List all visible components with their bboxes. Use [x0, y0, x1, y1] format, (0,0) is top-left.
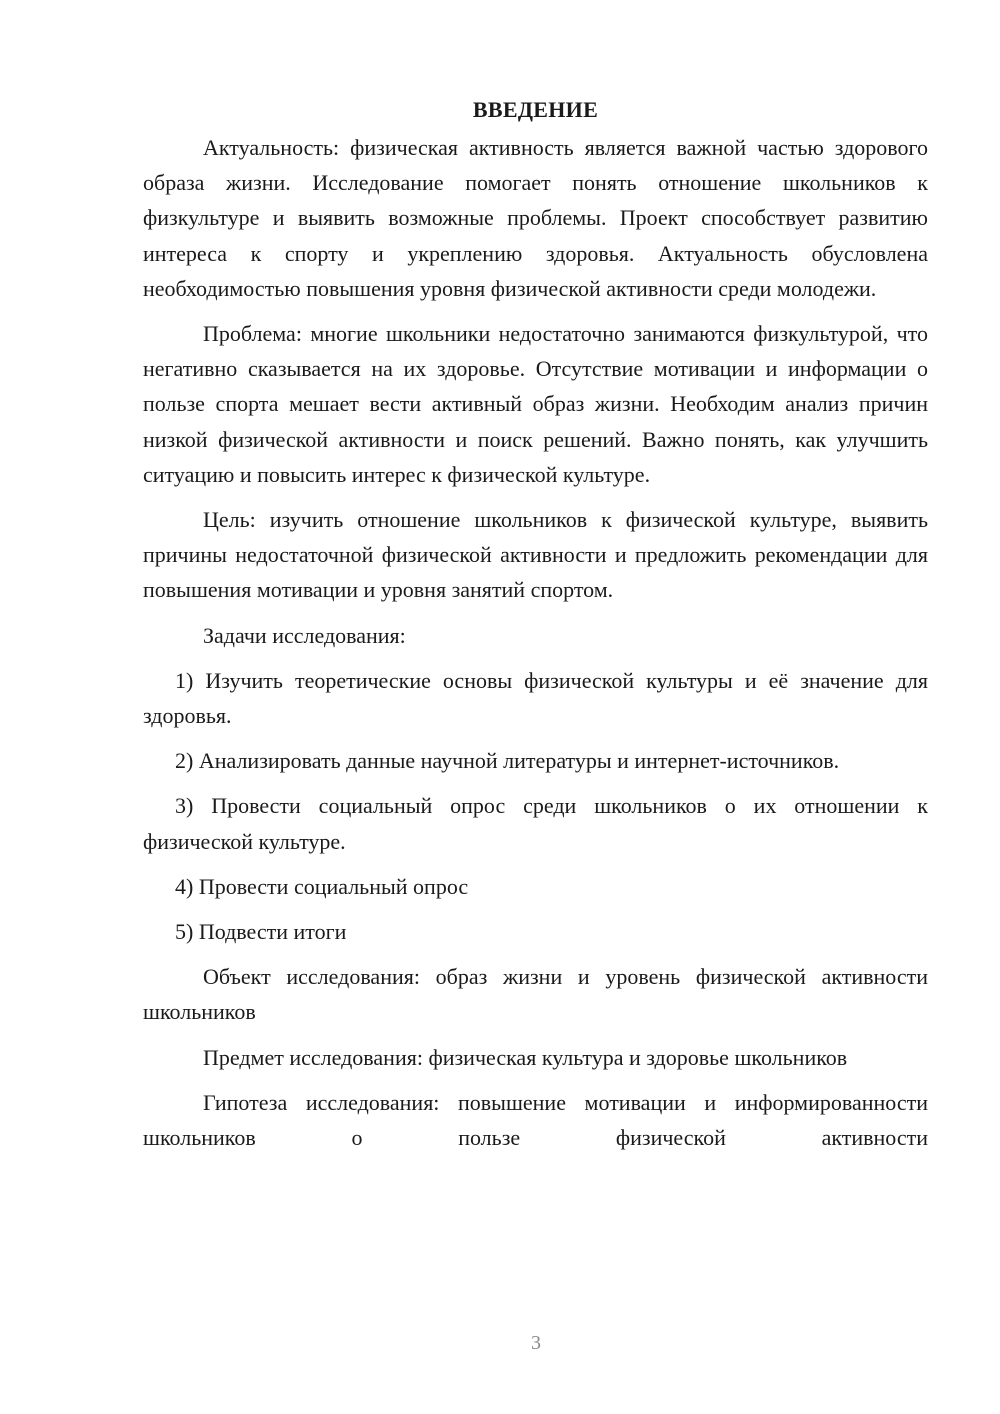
page-number: 3	[531, 1332, 541, 1354]
paragraph-object: Объект исследования: образ жизни и уровень физической активности школьников	[143, 964, 928, 1025]
document-page	[143, 92, 928, 1165]
task-item-1: 1) Изучить теоретические основы физической культуры и её значение для здоровья.	[143, 667, 928, 729]
task-item-2: 2) Анализировать данные научной литературы и интернет-источников.	[175, 748, 840, 774]
paragraph-goal: Цель: изучить отношение школьников к физической культуре, выявить причины недостаточной физической активности и предложить рекомендации для повышения мотивации и уровня занятий спортом.	[143, 507, 928, 603]
paragraph-problem: Проблема: многие школьники недостаточно занимаются физкультурой, что негативно сказывается на их здоровье. Отсутствие мотивации и информации о пользе спорта мешает вести активный образ жизни. Необходим анализ причин низкой физической активности и поиск решений. Важно понять, как улучшить ситуацию и повысить интерес к физической культуре.	[143, 321, 928, 487]
tasks-heading: Задачи исследования:	[203, 622, 406, 648]
paragraph-subject: Предмет исследования: физическая культура и здоровье школьников	[203, 1044, 848, 1070]
paragraph-relevance: Актуальность: физическая активность является важной частью здорового образа жизни. Исследование помогает понять отношение школьников к физкультуре и выявить возможные проблемы. Проект способствует развитию интереса к спорту и укреплению здоровья. Актуальность обусловлена необходимостью повышения уровня физической активности среди молодежи.	[143, 135, 928, 301]
section-title: ВВЕДЕНИЕ	[472, 97, 599, 122]
task-item-3: 3) Провести социальный опрос среди школьников о их отношении к физической культуре.	[143, 793, 928, 854]
task-item-4: 4) Провести социальный опрос	[175, 873, 469, 899]
task-item-5: 5) Подвести итоги	[175, 919, 347, 945]
paragraph-hypothesis: Гипотеза исследования: повышение мотивации и информированности школьников о пользе физической активности	[143, 1089, 928, 1151]
